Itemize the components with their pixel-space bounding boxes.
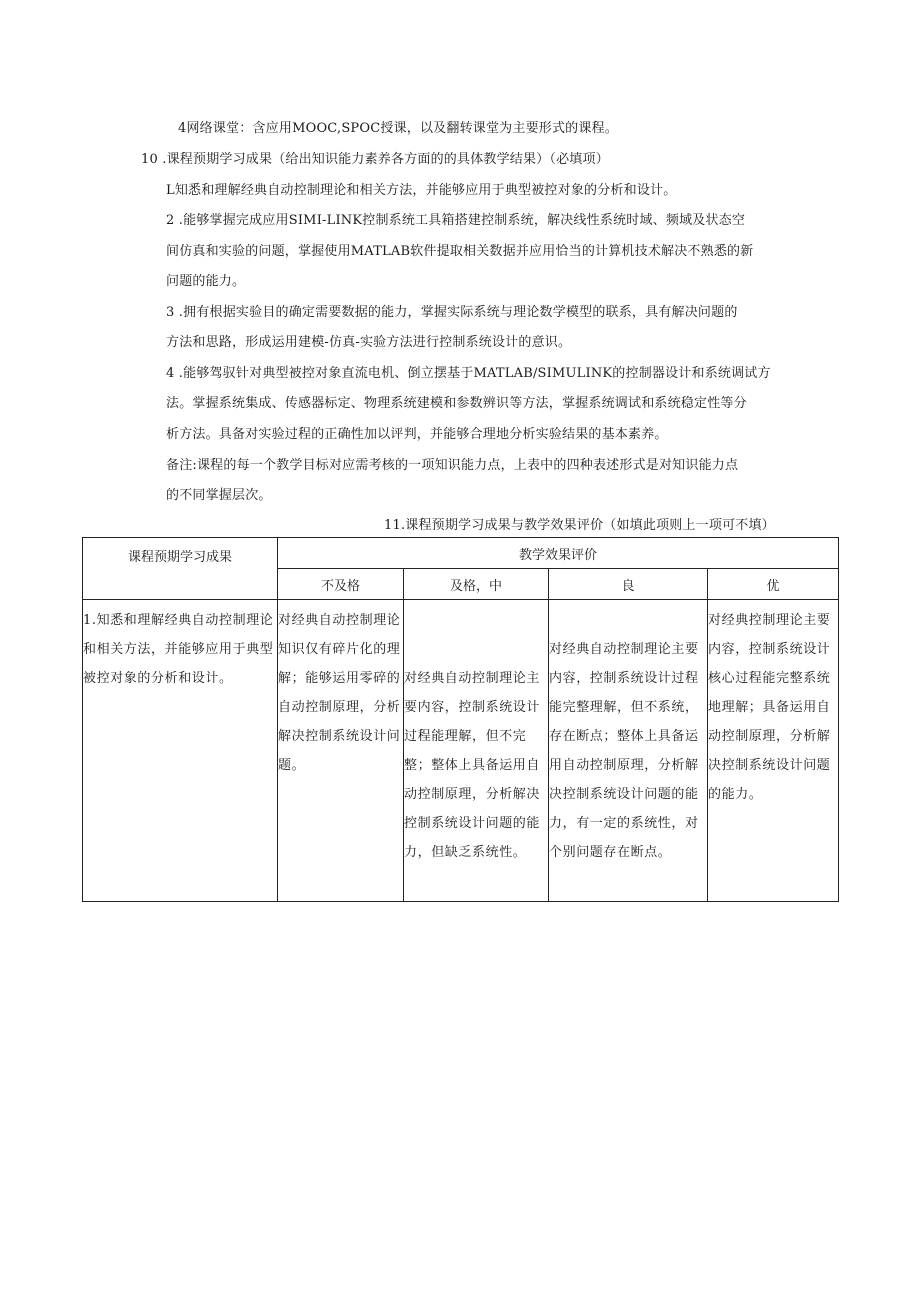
outcome-item-3-line1: 3 .拥有根据实验目的确定需要数据的能力，掌握实际系统与理论数学模型的联系，具有解决问题的 (166, 305, 738, 320)
header-level-good: 良 (549, 569, 708, 600)
row-excellent-text: 对经典控制理论主要内容，控制系统设计核心过程能完整系统地理解；具备运用自动控制原理，分析解决控制系统设计问题的能力。 (708, 613, 831, 802)
row-good-text: 对经典自动控制理论主要内容，控制系统设计过程能完整理解，但不系统，存在断点；整体上具备运用自动控制原理，分析解决控制系统设计问题的能力，有一定的系统性，对个别问题存在断点。 (549, 642, 699, 860)
row-good-cell (549, 600, 708, 902)
note-line1: 备注:课程的每一个教学目标对应需考核的一项知识能力点，上表中的四种表述形式是对知识能力点 (166, 458, 739, 473)
outcome-item-4-line1: 4 .能够驾驭针对典型被控对象直流电机、倒立摆基于MATLAB/SIMULINK的控制器设计和系统调试方 (166, 366, 771, 381)
section-10-title: 10 .课程预期学习成果（给出知识能力素养各方面的的具体教学结果）（必填项） (141, 152, 609, 167)
row-excellent-cell (708, 600, 839, 902)
outcome-item-3-line2: 方法和思路，形成运用建模-仿真-实验方法进行控制系统设计的意识。 (166, 335, 572, 350)
row-pass-cell (404, 600, 549, 902)
row-pass-text: 对经典自动控制理论主要内容，控制系统设计过程能理解，但不完整；整体上具备运用自动控制原理，分析解决控制系统设计问题的能力，但缺乏系统性。 (404, 671, 541, 860)
row-fail-cell (278, 600, 404, 902)
item-online-classroom: 4网络课堂：含应用MOOC,SPOC授课，以及翻转课堂为主要形式的课程。 (178, 121, 618, 136)
row-outcome-cell (83, 600, 278, 902)
table-row (83, 600, 839, 902)
header-level-fail: 不及格 (278, 569, 404, 600)
outcome-item-4-line3: 析方法。具备对实验过程的正确性加以评判，并能够合理地分析实验结果的基本素养。 (166, 427, 668, 442)
header-outcome: 课程预期学习成果 (83, 538, 278, 600)
row-outcome-text: 1.知悉和理解经典自动控制理论和相关方法，并能够应用于典型被控对象的分析和设计。 (83, 613, 274, 686)
section-11-title: 11.课程预期学习成果与教学效果评价（如填此项则上一项可不填） (384, 518, 775, 533)
outcome-item-2-line3: 问题的能力。 (166, 274, 246, 289)
header-level-pass: 及格，中 (404, 569, 549, 600)
row-fail-text: 对经典自动控制理论知识仅有碎片化的理解；能够运用零碎的自动控制原理，分析解决控制系统设计问题。 (278, 613, 401, 773)
outcome-item-4-line2: 法。掌握系统集成、传感器标定、物理系统建模和参数辨识等方法，掌握系统调试和系统稳定性等分 (166, 396, 747, 411)
outcome-item-1: L知悉和理解经典自动控制理论和相关方法，并能够应用于典型被控对象的分析和设计。 (166, 183, 677, 198)
note-line2: 的不同掌握层次。 (166, 488, 272, 503)
evaluation-table (82, 537, 839, 902)
header-evaluation: 教学效果评价 (278, 538, 839, 569)
header-level-excellent: 优 (708, 569, 839, 600)
outcome-item-2-line2: 间仿真和实验的问题，掌握使用MATLAB软件提取相关数据并应用恰当的计算机技术解决不熟悉的新 (166, 244, 754, 259)
outcome-item-2-line1: 2 .能够掌握完成应用SIMI-LINK控制系统工具箱搭建控制系统，解决线性系统时域、频域及状态空 (166, 213, 746, 228)
